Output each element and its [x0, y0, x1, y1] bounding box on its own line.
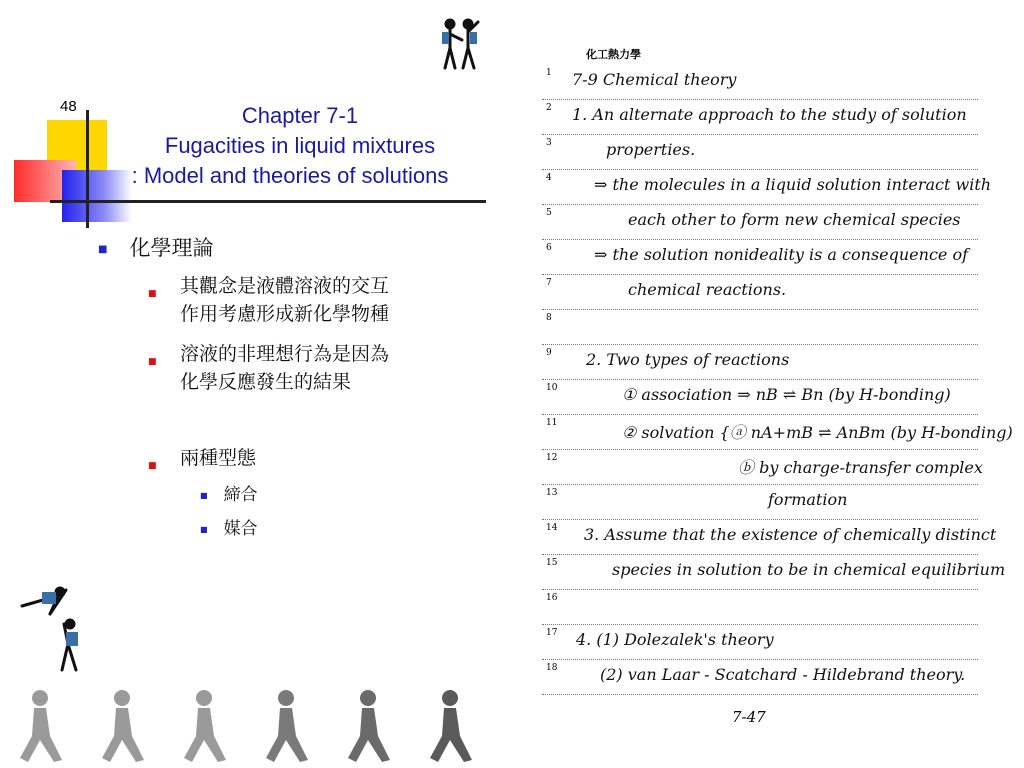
notes-row: 3 properties. [542, 134, 978, 170]
notes-row: 15 species in solution to be in chemical equilibrium [542, 554, 978, 590]
sub-bullet-nonideality [148, 340, 389, 396]
sub-bullet-text-line: 兩種型態 [180, 447, 257, 469]
notes-row: 8 [542, 309, 978, 345]
notes-row: 11 ② solvation {ⓐ nA+mB ⇌ AnBm (by H-bonding) [542, 414, 978, 450]
sub-bullet-text-line: 作用考慮形成新化學物種 [180, 303, 390, 325]
sub-bullet-concept [148, 272, 389, 328]
square-bullet-icon: ■ [148, 357, 157, 367]
square-bullet-icon: ■ [200, 491, 208, 500]
sub-sub-bullet-solvation [200, 514, 258, 539]
notes-row: 18 (2) van Laar - Scatchard - Hildebrand theory. [542, 659, 978, 695]
sub-sub-bullet-text: 媒合 [223, 519, 258, 539]
handwritten-notes [538, 40, 1013, 730]
running-figures-decoration [0, 688, 490, 768]
notes-row: 13 formation [542, 484, 978, 520]
sub-bullet-text-line: 其觀念是液體溶液的交互 [180, 275, 390, 297]
notes-row: 14 3. Assume that the existence of chemically distinct [542, 519, 978, 555]
bullet-chemical-theory [98, 232, 213, 262]
square-bullet-icon: ■ [200, 525, 208, 534]
square-bullet-icon: ■ [98, 243, 108, 255]
bullet-text: 化學理論 [129, 236, 214, 260]
notes-row: 4 ⇒ the molecules in a liquid solution interact with [542, 169, 978, 205]
slide-number: 48 [60, 98, 77, 115]
notes-row: 10 ① association ⇒ nB ⇌ Bn (by H-bonding) [542, 379, 978, 415]
decor-vertical-line [86, 110, 89, 228]
notes-row: 1 7-9 Chemical theory [542, 64, 978, 100]
title-line-1: Chapter 7-1 [241, 103, 359, 128]
sub-sub-bullet-association [200, 480, 258, 505]
notes-row: 5 each other to form new chemical species [542, 204, 978, 240]
hikers-icon [436, 16, 482, 72]
notes-row: 2 1. An alternate approach to the study of solution [542, 99, 978, 135]
square-bullet-icon: ■ [148, 461, 157, 471]
notes-row: 6 ⇒ the solution nonideality is a consequence of [542, 239, 978, 275]
sub-sub-bullet-text: 締合 [223, 485, 258, 505]
sub-bullet-text-line: 溶液的非理想行為是因為 [180, 343, 390, 365]
sub-bullet-two-types [148, 444, 256, 472]
notes-row: 16 [542, 589, 978, 625]
slide-title [110, 101, 490, 191]
notes-row: 12 ⓑ by charge-transfer complex [542, 449, 978, 485]
square-bullet-icon: ■ [148, 289, 157, 299]
title-line-3: : Model and theories of solutions [131, 163, 449, 188]
notes-row: 17 4. (1) Dolezalek's theory [542, 624, 978, 660]
notes-header: 化工熱力學 [586, 48, 641, 61]
climbers-icon [20, 584, 86, 674]
sub-bullet-text-line: 化學反應發生的結果 [180, 371, 352, 393]
title-underline [50, 200, 486, 203]
notes-page-number: 7-47 [732, 708, 766, 726]
title-line-2: Fugacities in liquid mixtures [164, 133, 436, 158]
notes-row: 9 2. Two types of reactions [542, 344, 978, 380]
notes-row: 7 chemical reactions. [542, 274, 978, 310]
